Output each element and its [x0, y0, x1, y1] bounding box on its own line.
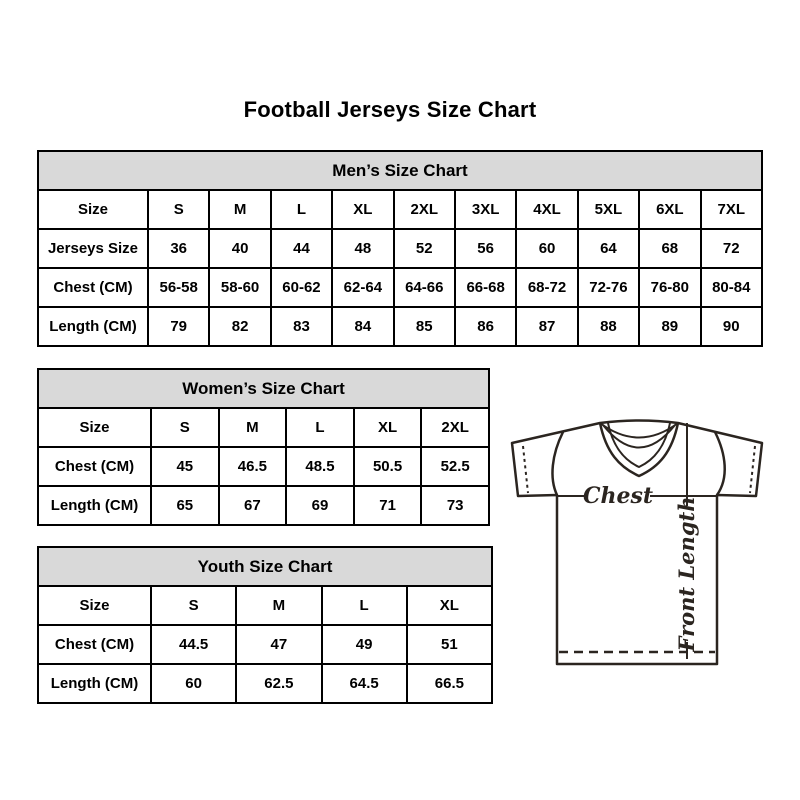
table-cell: 60	[516, 229, 577, 268]
youth-size-chart-table	[37, 546, 493, 704]
table-cell: M	[209, 190, 270, 229]
table-cell: XL	[407, 586, 492, 625]
table-cell: 69	[286, 486, 354, 525]
table-cell: 6XL	[639, 190, 700, 229]
row-label: Length (CM)	[38, 307, 148, 346]
table-cell: 90	[701, 307, 762, 346]
table-header-row	[38, 151, 762, 190]
table-cell: M	[219, 408, 287, 447]
table-cell: XL	[332, 190, 393, 229]
table-cell: 84	[332, 307, 393, 346]
table-cell: 72	[701, 229, 762, 268]
table-cell: 85	[394, 307, 455, 346]
table-cell: S	[148, 190, 209, 229]
table-cell: 88	[578, 307, 639, 346]
table-cell: 46.5	[219, 447, 287, 486]
size-table	[37, 150, 763, 347]
table-cell: 47	[236, 625, 321, 664]
table-cell: 45	[151, 447, 219, 486]
table-cell: 66.5	[407, 664, 492, 703]
table-cell: S	[151, 408, 219, 447]
table-cell: L	[322, 586, 407, 625]
table-title: Men’s Size Chart	[38, 151, 762, 190]
table-cell: 2XL	[394, 190, 455, 229]
table-cell: 76-80	[639, 268, 700, 307]
mens-size-chart-table	[37, 150, 763, 347]
row-label: Chest (CM)	[38, 447, 151, 486]
table-header-row	[38, 369, 489, 408]
table-cell: 3XL	[455, 190, 516, 229]
table-cell: 79	[148, 307, 209, 346]
table-cell: 44	[271, 229, 332, 268]
table-cell: 36	[148, 229, 209, 268]
table-cell: 67	[219, 486, 287, 525]
table-cell: 83	[271, 307, 332, 346]
table-row	[38, 307, 762, 346]
row-label: Jerseys Size	[38, 229, 148, 268]
size-table	[37, 546, 493, 704]
table-cell: 66-68	[455, 268, 516, 307]
row-label: Length (CM)	[38, 486, 151, 525]
table-cell: 68-72	[516, 268, 577, 307]
table-cell: 40	[209, 229, 270, 268]
row-label: Size	[38, 408, 151, 447]
table-cell: 82	[209, 307, 270, 346]
chest-measure-label: Chest	[582, 483, 654, 509]
table-title: Youth Size Chart	[38, 547, 492, 586]
table-cell: S	[151, 586, 236, 625]
table-cell: L	[286, 408, 354, 447]
table-row	[38, 625, 492, 664]
table-cell: 68	[639, 229, 700, 268]
table-cell: 73	[421, 486, 489, 525]
table-cell: 89	[639, 307, 700, 346]
row-label: Size	[38, 190, 148, 229]
table-cell: 56	[455, 229, 516, 268]
table-cell: 2XL	[421, 408, 489, 447]
table-cell: 71	[354, 486, 422, 525]
page-title: Football Jerseys Size Chart	[243, 97, 537, 122]
table-row	[38, 229, 762, 268]
table-cell: 52	[394, 229, 455, 268]
table-cell: 87	[516, 307, 577, 346]
table-cell: 80-84	[701, 268, 762, 307]
table-cell: 65	[151, 486, 219, 525]
table-cell: 49	[322, 625, 407, 664]
table-title: Women’s Size Chart	[38, 369, 489, 408]
table-row	[38, 268, 762, 307]
row-label: Length (CM)	[38, 664, 151, 703]
table-cell: 64	[578, 229, 639, 268]
table-row	[38, 447, 489, 486]
table-cell: 7XL	[701, 190, 762, 229]
table-cell: 4XL	[516, 190, 577, 229]
table-header-row	[38, 547, 492, 586]
jersey-measurement-diagram	[500, 406, 770, 668]
table-cell: 48	[332, 229, 393, 268]
table-cell: 72-76	[578, 268, 639, 307]
table-row	[38, 190, 762, 229]
table-cell: 52.5	[421, 447, 489, 486]
table-cell: L	[271, 190, 332, 229]
table-cell: 60	[151, 664, 236, 703]
table-cell: 44.5	[151, 625, 236, 664]
table-cell: XL	[354, 408, 422, 447]
table-row	[38, 486, 489, 525]
row-label: Size	[38, 586, 151, 625]
table-cell: 58-60	[209, 268, 270, 307]
table-cell: 48.5	[286, 447, 354, 486]
table-cell: 51	[407, 625, 492, 664]
table-cell: M	[236, 586, 321, 625]
table-cell: 64.5	[322, 664, 407, 703]
table-row	[38, 664, 492, 703]
table-cell: 50.5	[354, 447, 422, 486]
womens-size-chart-table	[37, 368, 490, 526]
front-length-measure-label: Front Length	[674, 496, 699, 652]
row-label: Chest (CM)	[38, 625, 151, 664]
table-cell: 60-62	[271, 268, 332, 307]
table-row	[38, 408, 489, 447]
table-row	[38, 586, 492, 625]
size-table	[37, 368, 490, 526]
table-cell: 86	[455, 307, 516, 346]
table-cell: 56-58	[148, 268, 209, 307]
table-cell: 62.5	[236, 664, 321, 703]
table-cell: 5XL	[578, 190, 639, 229]
table-cell: 64-66	[394, 268, 455, 307]
row-label: Chest (CM)	[38, 268, 148, 307]
table-cell: 62-64	[332, 268, 393, 307]
